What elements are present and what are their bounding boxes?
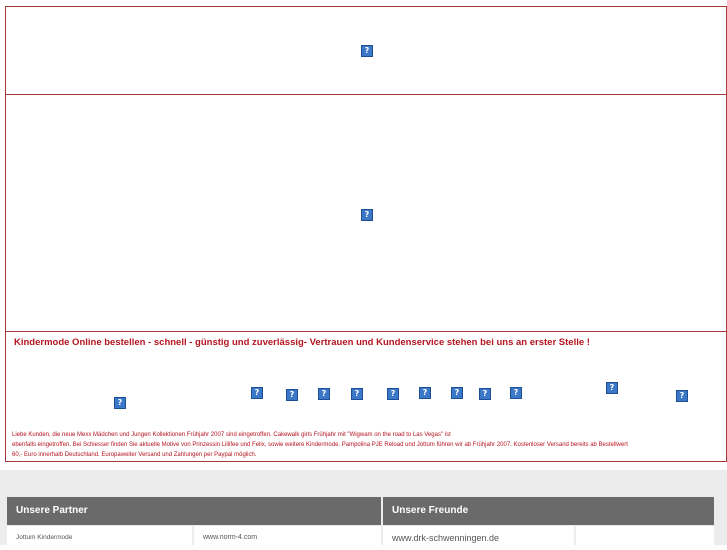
info-line: ebenfalls eingetroffen. Bei Schiesser finden Sie aktuelle Motive von Prinzessin Lillifee und Felix, sowie weitere Kindermode. Pampolina PJE Reload und Jottum führen wir ab Frühjahr 2007. Kostenloser Versand bereits ab Bestellwert xyxy=(12,442,628,448)
brand-logo-icon[interactable]: ? xyxy=(387,388,399,400)
brand-logo-icon[interactable]: ? xyxy=(419,387,431,399)
info-text xyxy=(12,430,722,460)
brand-logo-icon[interactable]: ? xyxy=(114,397,126,409)
page-headline: Kindermode Online bestellen - schnell - günstig und zuverlässig- Vertrauen und Kundenservice stehen bei uns an erster Stelle ! xyxy=(14,337,590,348)
info-line: Liebe Kunden, die neue Mexx Mädchen und Jungen Kollektionen Frühjahr 2007 sind eingetroffen. Cakewalk girls Frühjahr mit "Wigwam on the road to Las Vegas" ist xyxy=(12,432,451,438)
broken-image-icon[interactable]: ? xyxy=(361,45,373,57)
brand-logo-icon[interactable]: ? xyxy=(451,387,463,399)
brand-logo-icon[interactable]: ? xyxy=(676,390,688,402)
brand-logo-icon[interactable]: ? xyxy=(351,388,363,400)
brand-logo-icon[interactable]: ? xyxy=(286,389,298,401)
footer xyxy=(0,470,727,545)
partners-heading: Unsere Partner xyxy=(7,497,381,525)
broken-image-icon[interactable]: ? xyxy=(361,209,373,221)
brand-logo-icon[interactable]: ? xyxy=(606,382,618,394)
brand-logo-icon[interactable]: ? xyxy=(479,388,491,400)
friend-link[interactable]: www.drk-schwenningen.de xyxy=(383,526,574,548)
middle-banner xyxy=(6,95,726,332)
content-frame xyxy=(5,6,727,462)
brand-logo-icon[interactable]: ? xyxy=(510,387,522,399)
brand-logo-icon[interactable]: ? xyxy=(318,388,330,400)
brand-logo-icon[interactable]: ? xyxy=(251,387,263,399)
top-banner xyxy=(6,7,726,95)
partner-link[interactable]: www.norm-4.com xyxy=(194,526,381,548)
info-line: 60,- Euro innerhalb Deutschland. Europaweiter Versand und Zahlungen per Paypal möglich. xyxy=(12,452,257,458)
friends-heading: Unsere Freunde xyxy=(383,497,714,525)
partner-link[interactable]: Jottum Kindermode xyxy=(7,526,192,548)
